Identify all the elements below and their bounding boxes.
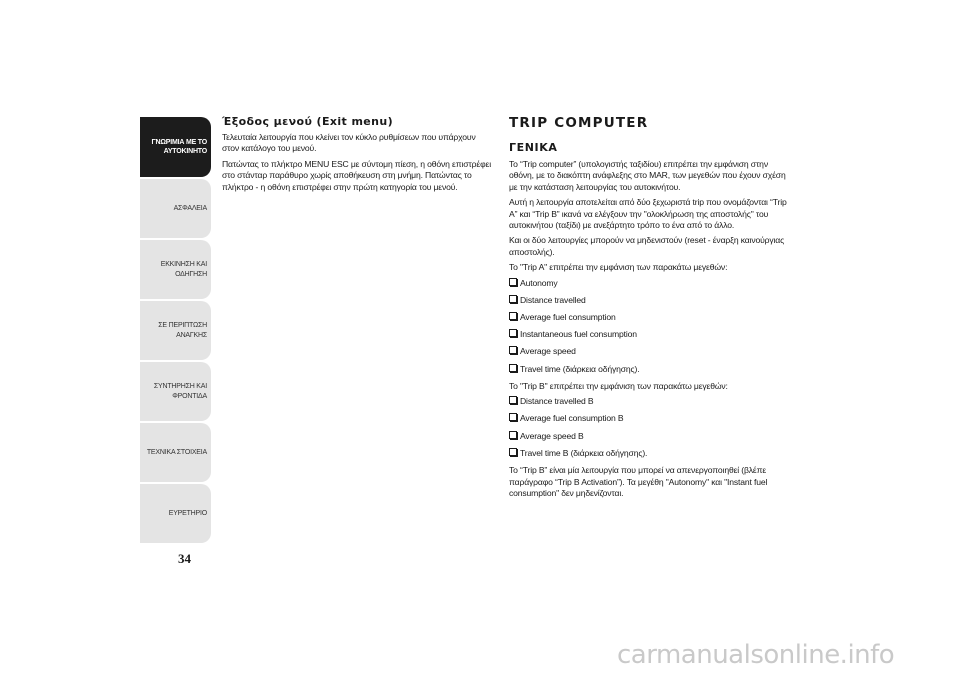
list-item xyxy=(509,312,789,323)
checkbox-bullet-icon xyxy=(509,448,517,456)
list-item xyxy=(509,448,789,459)
list-item-label: Instantaneous fuel consumption xyxy=(520,329,637,340)
tab-label: ΤΕΧΝΙΚΑ ΣΤΟΙΧΕΙΑ xyxy=(146,448,207,456)
list-item xyxy=(509,278,789,289)
trip-b-list xyxy=(509,396,789,459)
tab-label: ΣΕ ΠΕΡΙΠΤΩΣΗ ΑΝΑΓΚΗΣ xyxy=(158,322,207,339)
tab-maintenance[interactable] xyxy=(140,362,211,421)
tab-label: ΕΥΡΕΤΗΡΙΟ xyxy=(168,509,207,517)
checkbox-bullet-icon xyxy=(509,278,517,286)
list-item xyxy=(509,329,789,340)
chapter-sidebar xyxy=(140,117,211,545)
tab-technical-data[interactable] xyxy=(140,423,211,482)
list-item xyxy=(509,295,789,306)
checkbox-bullet-icon xyxy=(509,364,517,372)
tab-index[interactable] xyxy=(140,484,211,543)
paragraph: Το "Trip B" επιτρέπει την εμφάνιση των παρακάτω μεγεθών: xyxy=(509,380,728,391)
list-item xyxy=(509,346,789,357)
watermark: carmanualsonline.info xyxy=(617,640,895,670)
list-item-label: Average fuel consumption B xyxy=(520,413,624,424)
checkbox-bullet-icon xyxy=(509,329,517,337)
page-number: 34 xyxy=(178,551,191,566)
paragraph: Αυτή η λειτουργία αποτελείται από δύο ξεχωριστά trip που ονομάζονται “Trip A” και “Trip B” ικανά να ελέγξουν την "ολοκλήρωση της αποστολής" του αυτοκινήτου (ταξίδι) με ανεξάρτητο τρόπο το ένα από το άλλο. xyxy=(509,197,787,231)
left-column xyxy=(222,115,492,197)
tab-getting-to-know-car[interactable] xyxy=(140,117,211,177)
paragraph: Το "Trip A" επιτρέπει την εμφάνιση των παρακάτω μεγεθών: xyxy=(509,262,728,273)
right-column xyxy=(509,115,789,503)
tab-safety[interactable] xyxy=(140,179,211,238)
paragraph: Και οι δύο λειτουργίες μπορούν να μηδενιστούν (reset - έναρξη καινούργιας αποστολής). xyxy=(509,235,785,257)
trip-a-list xyxy=(509,278,789,375)
paragraph: Το “Trip computer” (υπολογιστής ταξιδίου) επιτρέπει την εμφάνιση στην οθόνη, με το διακόπτη ανάφλεξης στο MAR, των μεγεθών που έχουν σχέση με την κατάσταση λειτουργίας του αυτοκινήτου. xyxy=(509,159,786,192)
list-item-label: Average speed B xyxy=(520,430,584,441)
list-item xyxy=(509,364,789,375)
exit-menu-heading: Έξοδος μενού (Exit menu) xyxy=(222,115,394,128)
list-item-label: Travel time B (διάρκεια οδήγησης). xyxy=(520,447,648,458)
checkbox-bullet-icon xyxy=(509,346,517,354)
list-item-label: Distance travelled xyxy=(520,294,586,305)
checkbox-bullet-icon xyxy=(509,396,517,404)
tab-starting-driving[interactable] xyxy=(140,240,211,299)
list-item-label: Average fuel consumption xyxy=(520,312,616,323)
list-item-label: Distance travelled B xyxy=(520,396,594,407)
paragraph: Τελευταία λειτουργία που κλείνει τον κύκλο ρυθμίσεων που υπάρχουν στον κατάλογο του μενού. xyxy=(222,132,476,154)
list-item-label: Autonomy xyxy=(520,277,558,288)
list-item xyxy=(509,413,789,424)
checkbox-bullet-icon xyxy=(509,295,517,303)
paragraph: Πατώντας το πλήκτρο MENU ESC με σύντομη πίεση, η οθόνη επιστρέφει στο στάνταρ παράθυρο χωρίς αποθήκευση στη μνήμη. Πατώντας το πλήκτρο - η οθόνη επιστρέφει στην πρώτη κατηγορία του μενού. xyxy=(222,158,491,192)
tab-emergency[interactable] xyxy=(140,301,211,360)
tab-label: ΣΥΝΤΗΡΗΣΗ ΚΑΙ ΦΡΟΝΤΙΔΑ xyxy=(153,383,207,400)
checkbox-bullet-icon xyxy=(509,413,517,421)
list-item-label: Average speed xyxy=(520,346,576,357)
checkbox-bullet-icon xyxy=(509,431,517,439)
trip-computer-title: TRIP COMPUTER xyxy=(509,115,649,131)
paragraph: Το “Trip B” είναι μία λειτουργία που μπορεί να απενεργοποιηθεί (βλέπε παράγραφο “Trip B Activation”). Τα μεγέθη "Autonomy" και "Instant fuel consumption" δεν μηδενίζονται. xyxy=(509,465,768,498)
tab-label: ΓΝΩΡΙΜΙΑ ΜΕ ΤΟ ΑΥΤΟΚΙΝΗΤΟ xyxy=(151,138,207,155)
list-item-label: Travel time (διάρκεια οδήγησης). xyxy=(520,363,640,374)
list-item xyxy=(509,396,789,407)
tab-label: ΕΚΚΙΝΗΣΗ ΚΑΙ ΟΔΗΓΗΣΗ xyxy=(160,261,207,278)
checkbox-bullet-icon xyxy=(509,312,517,320)
general-section-heading: ΓΕΝΙΚΑ xyxy=(509,141,558,154)
tab-label: ΑΣΦΑΛΕΙΑ xyxy=(173,204,207,212)
list-item xyxy=(509,431,789,442)
